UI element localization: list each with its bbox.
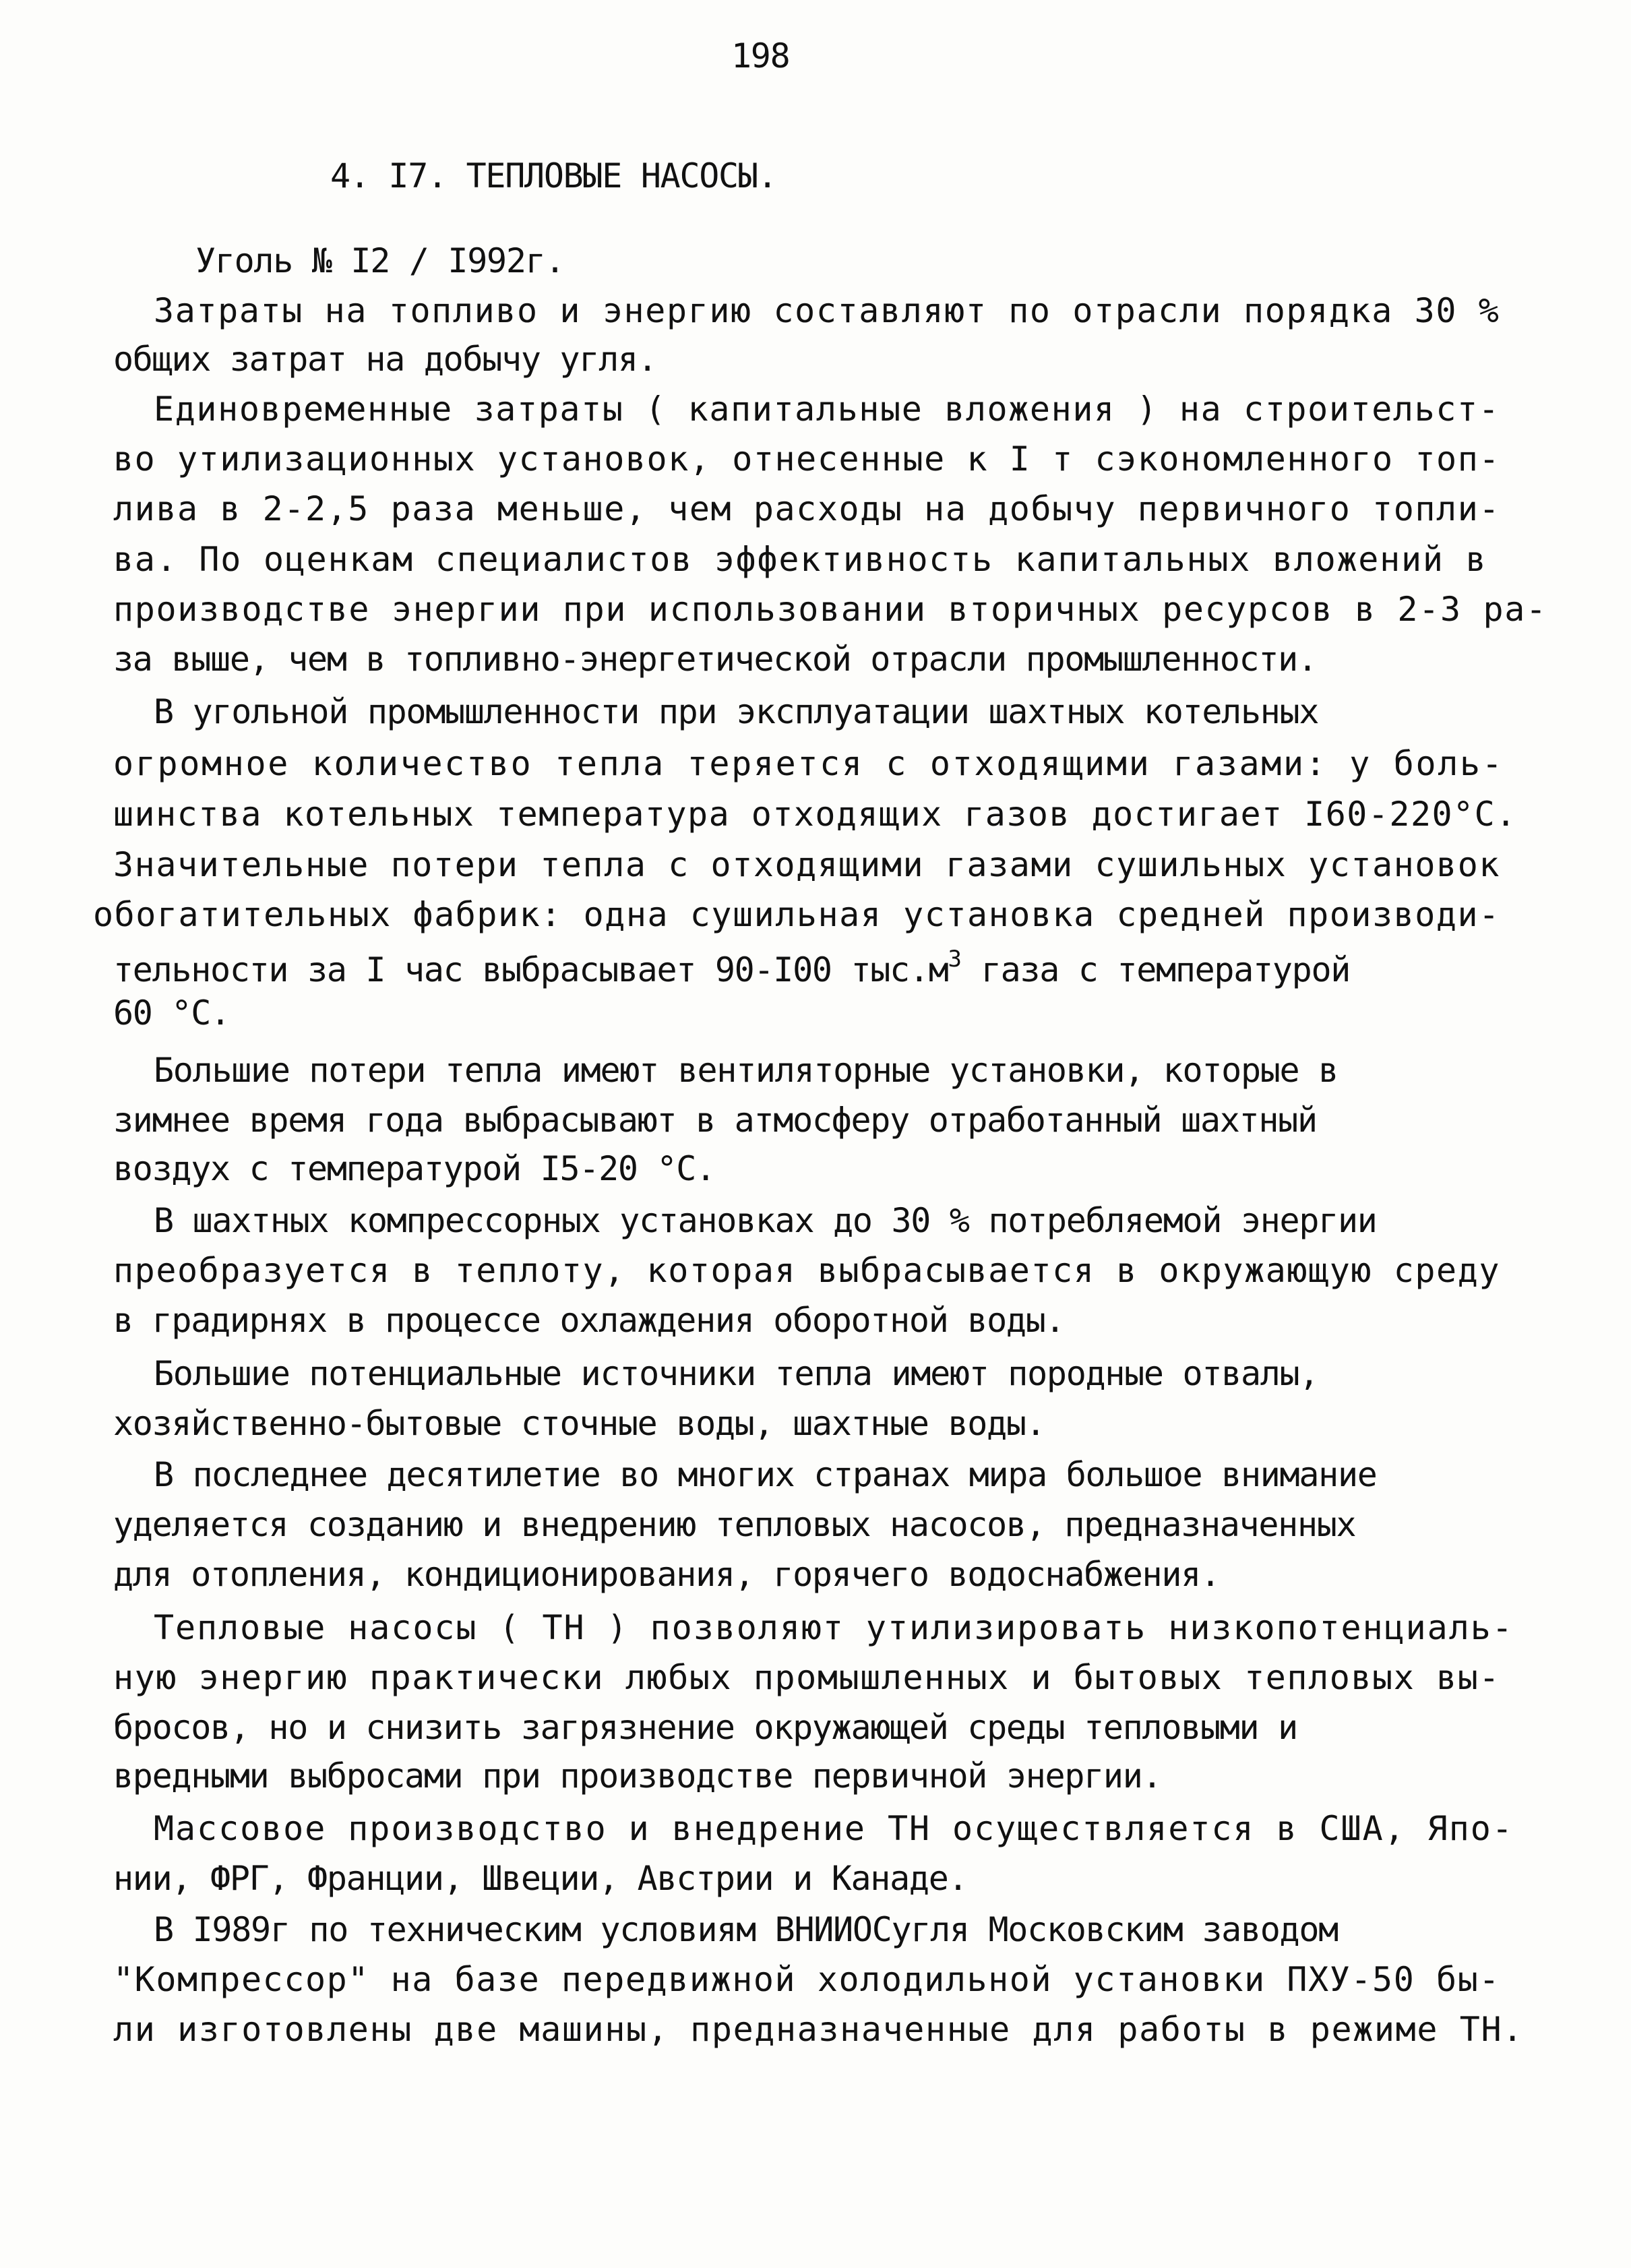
text-line: преобразуется в теплоту, которая выбрасывается в окружающую среду [113,1251,1501,1290]
text-line: зимнее время года выбрасывают в атмосферу отработанный шахтный [113,1101,1317,1140]
source-citation: Уголь № I2 / I992г. [195,241,565,280]
text-line: бросов, но и снизить загрязнение окружающей среды тепловыми и [113,1708,1297,1747]
text-line: обогатительных фабрик: одна сушильная установка средней производи- [93,895,1500,934]
text-line: Массовое производство и внедрение ТН осуществляется в США, Япо- [154,1809,1514,1848]
text-line: нии, ФРГ, Франции, Швеции, Австрии и Канаде. [113,1859,968,1898]
text-line: 60 °С. [113,993,230,1033]
text-line: огромное количество тепла теряется с отходящими газами: у боль- [113,744,1504,783]
text-line: производстве энергии при использовании вторичных ресурсов в 2-3 ра- [113,590,1547,629]
text-line: за выше, чем в топливно-энергетической отрасли промышленности. [113,640,1317,679]
text-line: хозяйственно-бытовые сточные воды, шахтные воды. [113,1404,1045,1443]
text-line: шинства котельных температура отходящих газов достигает I60-220°С. [113,795,1517,834]
superscript-exponent: 3 [948,946,962,973]
text-line: в градирнях в процессе охлаждения оборотной воды. [113,1301,1065,1340]
text-line: В угольной промышленности при эксплуатации шахтных котельных [154,692,1319,731]
text-line: ва. По оценкам специалистов эффективность капитальных вложений в [113,540,1487,579]
text-line: общих затрат на добычу угля. [113,340,657,379]
text-line: во утилизационных установок, отнесенные к I т сэкономленного топ- [113,439,1501,479]
section-title: 4. I7. ТЕПЛОВЫЕ НАСОСЫ. [330,156,777,195]
text-line: ную энергию практически любых промышленных и бытовых тепловых вы- [113,1658,1501,1697]
text-line: уделяется созданию и внедрению тепловых насосов, предназначенных [113,1505,1356,1544]
text-line: тельности за I час выбрасывает 90-I00 $тыс.м^3$ газа с температурой [113,946,1351,989]
text-line: лива в 2-2,5 раза меньше, чем расходы на добычу первичного топли- [113,489,1501,528]
line-tail: газа с температурой [962,950,1351,989]
text-line: В I989г по техническим условиям ВНИИОСугля Московским заводом [154,1910,1338,1949]
text-line: для отопления, кондиционирования, горячего водоснабжения. [113,1555,1220,1594]
text-line: В шахтных компрессорных установках до 30 % потребляемой энергии [154,1201,1377,1240]
text-line: "Компрессор" на базе передвижной холодильной установки ПХУ-50 бы- [113,1960,1501,1999]
page-number: 198 [731,36,790,75]
text-line: Затраты на топливо и энергию составляют по отрасли порядка 30 % [154,291,1500,330]
text-line: Значительные потери тепла с отходящими газами сушильных установок [113,845,1501,884]
text-line: Тепловые насосы ( ТН ) позволяют утилизировать низкопотенциаль- [154,1608,1514,1647]
text-line: воздух с температурой I5-20 °С. [113,1149,715,1188]
text-line: Большие потенциальные источники тепла имеют породные отвалы, [154,1354,1319,1393]
text-line: вредными выбросами при производстве первичной энергии. [113,1756,1162,1796]
text-line: В последнее десятилетие во многих странах мира большое внимание [154,1455,1377,1494]
text-line: ли изготовлены две машины, предназначенные для работы в режиме ТН. [113,2010,1524,2049]
text-line: Единовременные затраты ( капитальные вложения ) на строительст- [154,390,1500,429]
text-line: Большие потери тепла имеют вентиляторные установки, которые в [154,1051,1338,1090]
